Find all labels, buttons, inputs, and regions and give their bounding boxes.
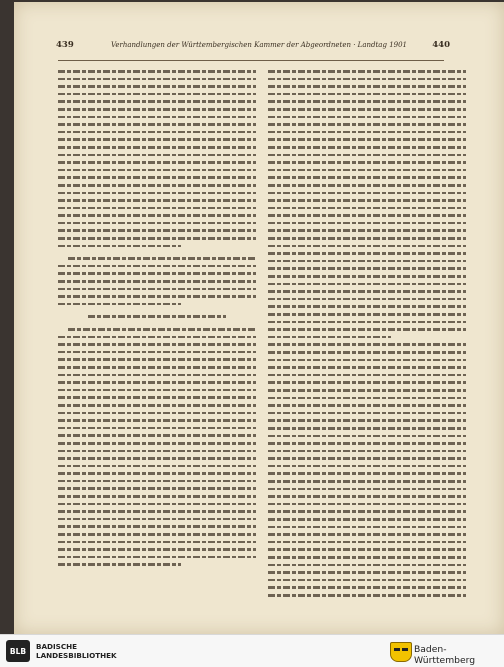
text-line-placeholder xyxy=(268,260,466,263)
text-line-placeholder xyxy=(268,564,466,567)
text-line-placeholder xyxy=(268,404,466,407)
text-line-placeholder xyxy=(58,303,181,306)
text-line-placeholder xyxy=(268,472,466,475)
text-line-placeholder xyxy=(58,245,181,248)
text-line-placeholder xyxy=(268,586,466,589)
text-line-placeholder xyxy=(58,518,256,521)
text-line-placeholder xyxy=(268,579,466,582)
text-line-placeholder xyxy=(268,571,466,574)
text-line-placeholder xyxy=(58,495,256,498)
digitization-footer xyxy=(0,634,504,667)
text-line-placeholder xyxy=(58,222,256,225)
text-line-placeholder xyxy=(268,336,391,339)
text-line-placeholder xyxy=(268,526,466,529)
text-line-placeholder xyxy=(58,131,256,134)
text-line-placeholder xyxy=(68,257,256,260)
text-line-placeholder xyxy=(268,556,466,559)
text-line-placeholder xyxy=(268,419,466,422)
text-line-placeholder xyxy=(268,176,466,179)
text-line-placeholder xyxy=(268,442,466,445)
text-line-placeholder xyxy=(268,457,466,460)
text-line-placeholder xyxy=(268,503,466,506)
text-line-placeholder xyxy=(58,389,256,392)
text-line-placeholder xyxy=(268,199,466,202)
text-line-placeholder xyxy=(58,434,256,437)
text-line-placeholder xyxy=(58,366,256,369)
text-line-placeholder xyxy=(268,298,466,301)
text-line-placeholder xyxy=(268,427,466,430)
text-line-placeholder xyxy=(58,351,256,354)
text-line-placeholder xyxy=(268,313,466,316)
text-line-placeholder xyxy=(58,295,256,298)
text-line-placeholder xyxy=(268,214,466,217)
text-line-placeholder xyxy=(58,108,256,111)
text-line-placeholder xyxy=(268,108,466,111)
text-line-placeholder xyxy=(268,70,466,73)
text-line-placeholder xyxy=(58,176,256,179)
text-line-placeholder xyxy=(268,435,466,438)
text-line-placeholder xyxy=(58,487,256,490)
text-line-placeholder xyxy=(58,199,256,202)
text-line-placeholder xyxy=(268,161,466,164)
text-line-placeholder xyxy=(58,272,256,275)
text-line-placeholder xyxy=(58,472,256,475)
library-name: BADISCHE LANDESBIBLIOTHEK xyxy=(36,642,117,660)
text-line-placeholder xyxy=(268,321,466,324)
text-line-placeholder xyxy=(268,146,466,149)
text-line-placeholder xyxy=(58,214,256,217)
text-line-placeholder xyxy=(58,480,256,483)
text-line-placeholder xyxy=(58,100,256,103)
text-line-placeholder xyxy=(58,503,256,506)
text-line-placeholder xyxy=(268,123,466,126)
text-line-placeholder xyxy=(58,510,256,513)
text-line-placeholder xyxy=(268,245,466,248)
text-line-placeholder xyxy=(58,374,256,377)
text-line-placeholder xyxy=(268,116,466,119)
text-line-placeholder xyxy=(58,412,256,415)
text-line-placeholder xyxy=(58,116,256,119)
text-line-placeholder xyxy=(58,161,256,164)
partner-name: Baden-Württemberg xyxy=(414,644,476,666)
text-line-placeholder xyxy=(58,381,256,384)
text-line-placeholder xyxy=(58,533,256,536)
text-line-placeholder xyxy=(268,222,466,225)
text-line-placeholder xyxy=(58,427,256,430)
text-line-placeholder xyxy=(58,404,256,407)
text-line-placeholder xyxy=(58,457,256,460)
text-line-placeholder xyxy=(68,328,256,331)
text-line-placeholder xyxy=(268,518,466,521)
text-line-placeholder xyxy=(268,252,466,255)
text-column-right xyxy=(268,70,466,602)
page-number-right: 440 xyxy=(432,40,450,50)
text-line-placeholder xyxy=(268,594,466,597)
text-line-placeholder xyxy=(268,192,466,195)
text-line-placeholder xyxy=(58,192,256,195)
text-line-placeholder xyxy=(268,275,466,278)
text-line-placeholder xyxy=(58,396,256,399)
text-line-placeholder xyxy=(58,336,256,339)
text-line-placeholder xyxy=(58,548,256,551)
text-line-placeholder xyxy=(58,442,256,445)
text-line-placeholder xyxy=(268,488,466,491)
text-line-placeholder xyxy=(58,138,256,141)
text-line-placeholder xyxy=(58,229,256,232)
text-line-placeholder xyxy=(268,374,466,377)
blb-logo: BLB xyxy=(6,640,30,662)
text-line-placeholder xyxy=(268,366,466,369)
text-line-placeholder xyxy=(58,146,256,149)
text-line-placeholder xyxy=(268,100,466,103)
running-title: Verhandlungen der Württembergischen Kammer der Abgeordneten · Landtag 1901 xyxy=(110,41,408,49)
text-line-placeholder xyxy=(268,267,466,270)
text-line-placeholder xyxy=(268,465,466,468)
text-line-placeholder xyxy=(268,450,466,453)
baden-wuerttemberg-crest-icon xyxy=(390,642,412,662)
text-line-placeholder xyxy=(58,563,181,566)
text-line-placeholder xyxy=(58,541,256,544)
text-line-placeholder xyxy=(58,280,256,283)
text-line-placeholder xyxy=(58,93,256,96)
scanned-page xyxy=(14,2,504,634)
text-line-placeholder xyxy=(58,450,256,453)
text-line-placeholder xyxy=(268,78,466,81)
text-line-placeholder xyxy=(58,70,256,73)
text-line-placeholder xyxy=(268,351,466,354)
text-line-placeholder xyxy=(58,207,256,210)
text-line-placeholder xyxy=(268,184,466,187)
text-line-placeholder xyxy=(268,169,466,172)
text-line-placeholder xyxy=(58,358,256,361)
text-line-placeholder xyxy=(268,412,466,415)
text-line-placeholder xyxy=(268,359,466,362)
text-line-placeholder xyxy=(268,283,466,286)
text-line-placeholder xyxy=(58,237,256,240)
text-line-placeholder xyxy=(268,381,466,384)
text-line-placeholder xyxy=(58,123,256,126)
text-line-placeholder xyxy=(268,207,466,210)
text-line-placeholder xyxy=(268,237,466,240)
text-line-placeholder xyxy=(88,315,227,318)
text-line-placeholder xyxy=(268,510,466,513)
text-line-placeholder xyxy=(268,495,466,498)
text-line-placeholder xyxy=(268,397,466,400)
text-line-placeholder xyxy=(58,556,256,559)
header-rule xyxy=(58,60,444,61)
text-line-placeholder xyxy=(58,85,256,88)
text-line-placeholder xyxy=(268,290,466,293)
text-line-placeholder xyxy=(58,465,256,468)
text-column-left xyxy=(58,70,256,571)
text-line-placeholder xyxy=(268,138,466,141)
text-line-placeholder xyxy=(268,480,466,483)
text-line-placeholder xyxy=(268,93,466,96)
page-header xyxy=(14,40,504,56)
text-line-placeholder xyxy=(268,389,466,392)
text-line-placeholder xyxy=(268,131,466,134)
text-line-placeholder xyxy=(268,343,466,346)
text-line-placeholder xyxy=(58,265,256,268)
text-line-placeholder xyxy=(58,343,256,346)
text-line-placeholder xyxy=(58,154,256,157)
text-line-placeholder xyxy=(58,184,256,187)
text-line-placeholder xyxy=(58,288,256,291)
text-line-placeholder xyxy=(268,305,466,308)
text-line-placeholder xyxy=(268,85,466,88)
text-line-placeholder xyxy=(58,525,256,528)
text-line-placeholder xyxy=(58,78,256,81)
text-line-placeholder xyxy=(268,229,466,232)
text-line-placeholder xyxy=(268,533,466,536)
text-line-placeholder xyxy=(268,154,466,157)
text-line-placeholder xyxy=(268,548,466,551)
page-number-left: 439 xyxy=(56,40,74,50)
text-line-placeholder xyxy=(268,328,466,331)
text-line-placeholder xyxy=(58,419,256,422)
text-line-placeholder xyxy=(58,169,256,172)
text-line-placeholder xyxy=(268,541,466,544)
